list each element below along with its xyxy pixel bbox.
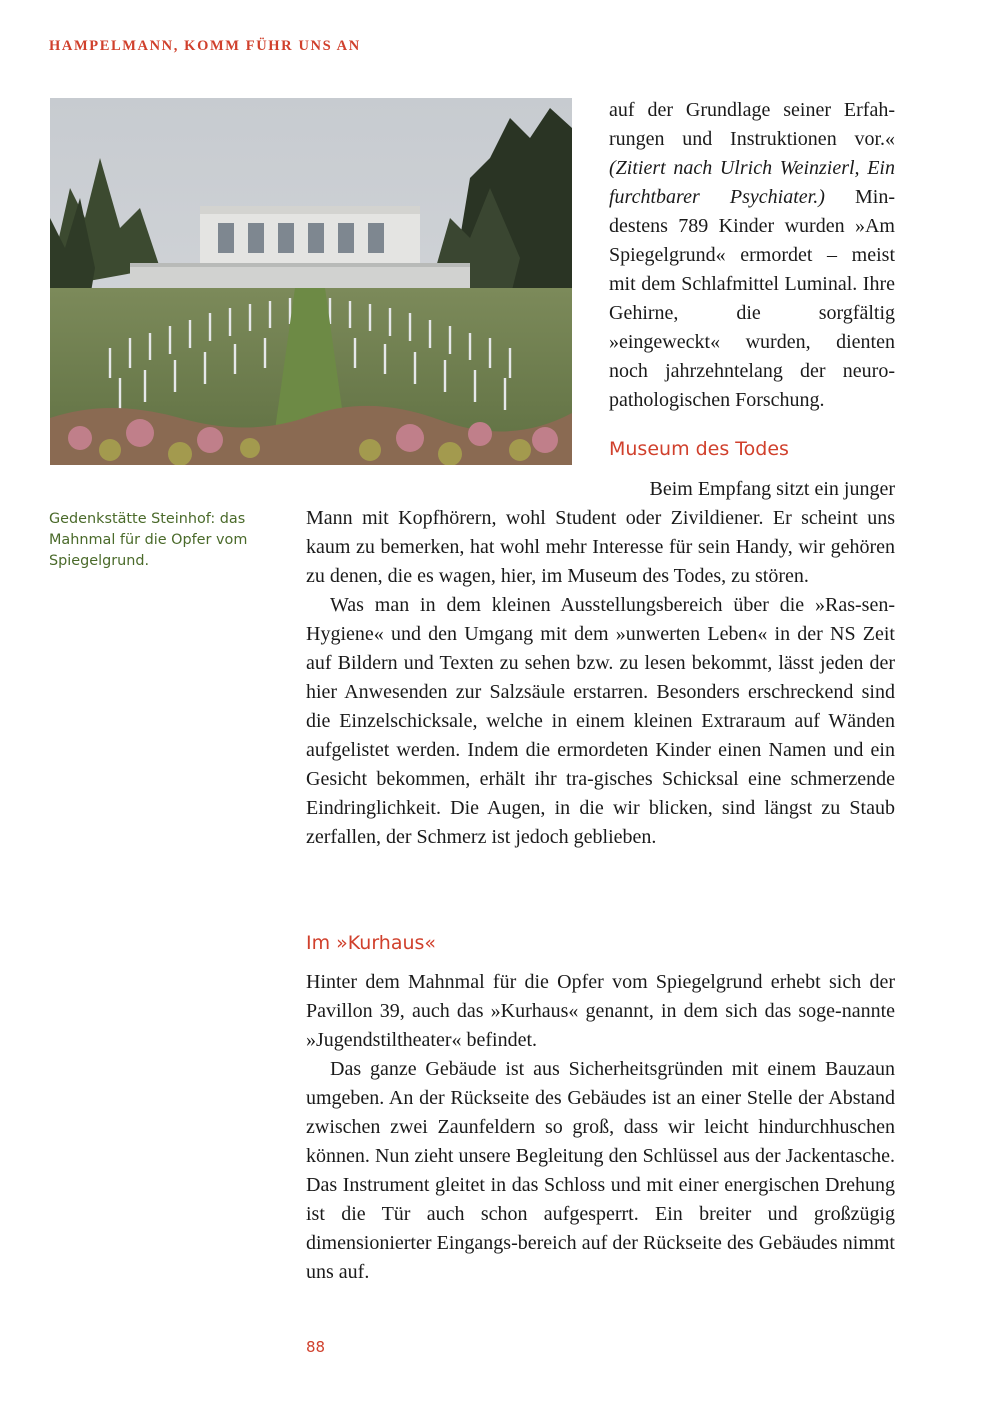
citation: (Zitiert nach Ulrich Weinzierl, Ein furchtbarer Psychiater.) xyxy=(609,157,895,208)
kurhaus-paragraph-2: Das ganze Gebäude ist aus Sicherheitsgründen mit einem Bauzaun umgeben. An der Rückseite des Gebäudes ist an einer Stelle der Abstand zwischen zwei Zaunfeldern so groß, dass wir leicht hindurchhuschen können. Nun zieht unsere Begleitung den Schlüssel aus der Jackentasche. Das Instrument gleitet in das Schloss und mit einer energischen Drehung ist die Tür auch schon aufgesperrt. Ein breiter und großzügig dimensionierter Eingangs-bereich auf der Rückseite des Gebäudes nimmt uns auf. xyxy=(306,1058,895,1283)
museum-section-body xyxy=(306,504,895,852)
text-line: rungen und Instruktionen vor.« xyxy=(609,128,895,150)
running-head: HAMPELMANN, KOMM FÜHR UNS AN xyxy=(49,38,361,54)
museum-first-line: Beim Empfang sitzt ein junger xyxy=(649,478,895,500)
top-right-column xyxy=(609,96,895,415)
text-run: Min-destens 789 Kinder wurden »Am Spiegelgrund« ermordet – meist mit dem Schlafmittel Luminal. Ihre Gehirne, die sorgfältig »eingeweckt« wurden, dienten noch jahrzehntelang der neuro-pathologischen Forschung. xyxy=(609,186,896,411)
kurhaus-paragraph-1: Hinter dem Mahnmal für die Opfer vom Spiegelgrund erhebt sich der Pavillon 39, auch das »Kurhaus« genannt, in dem sich das soge-nannte »Jugendstiltheater« befindet. xyxy=(306,971,895,1051)
photo-caption: Gedenkstätte Steinhof: das Mahnmal für die Opfer vom Spiegelgrund. xyxy=(49,511,248,569)
memorial-photo xyxy=(50,98,572,465)
section-heading-kurhaus: Im »Kurhaus« xyxy=(306,932,437,954)
page-number: 88 xyxy=(306,1338,326,1356)
text-line: auf der Grundlage seiner Erfah- xyxy=(609,99,895,121)
section-heading-museum: Museum des Todes xyxy=(609,438,789,460)
continued-paragraph xyxy=(609,96,895,415)
museum-paragraph-2: Was man in dem kleinen Ausstellungsbereich über die »Ras-sen-Hygiene« und den Umgang mit dem »unwerten Leben« in der NS Zeit auf Bildern und Texten zu sehen bzw. zu lesen bekommt, lässt jeden der hier Anwesenden zur Salzsäule erstarren. Besonders erschreckend sind die Einzelschicksale, welche in einem kleinen Extraraum auf Wänden aufgelistet werden. Indem die ermordeten Kinder einen Namen und ein Gesicht bekommen, erhält ihr tra-gisches Schicksal eine schmerzende Eindringlichkeit. Die Augen, in die wir blicken, sind längst zu Staub zerfallen, der Schmerz ist jedoch geblieben. xyxy=(306,594,895,848)
kurhaus-section-body xyxy=(306,968,895,1287)
museum-paragraph-1: Mann mit Kopfhörern, wohl Student oder Zivildiener. Er scheint uns kaum zu bemerken, hat wohl mehr Interesse für sein Handy, wir gehören zu denen, die es wagen, hier, im Museum des Todes, zu stören. xyxy=(306,507,895,587)
